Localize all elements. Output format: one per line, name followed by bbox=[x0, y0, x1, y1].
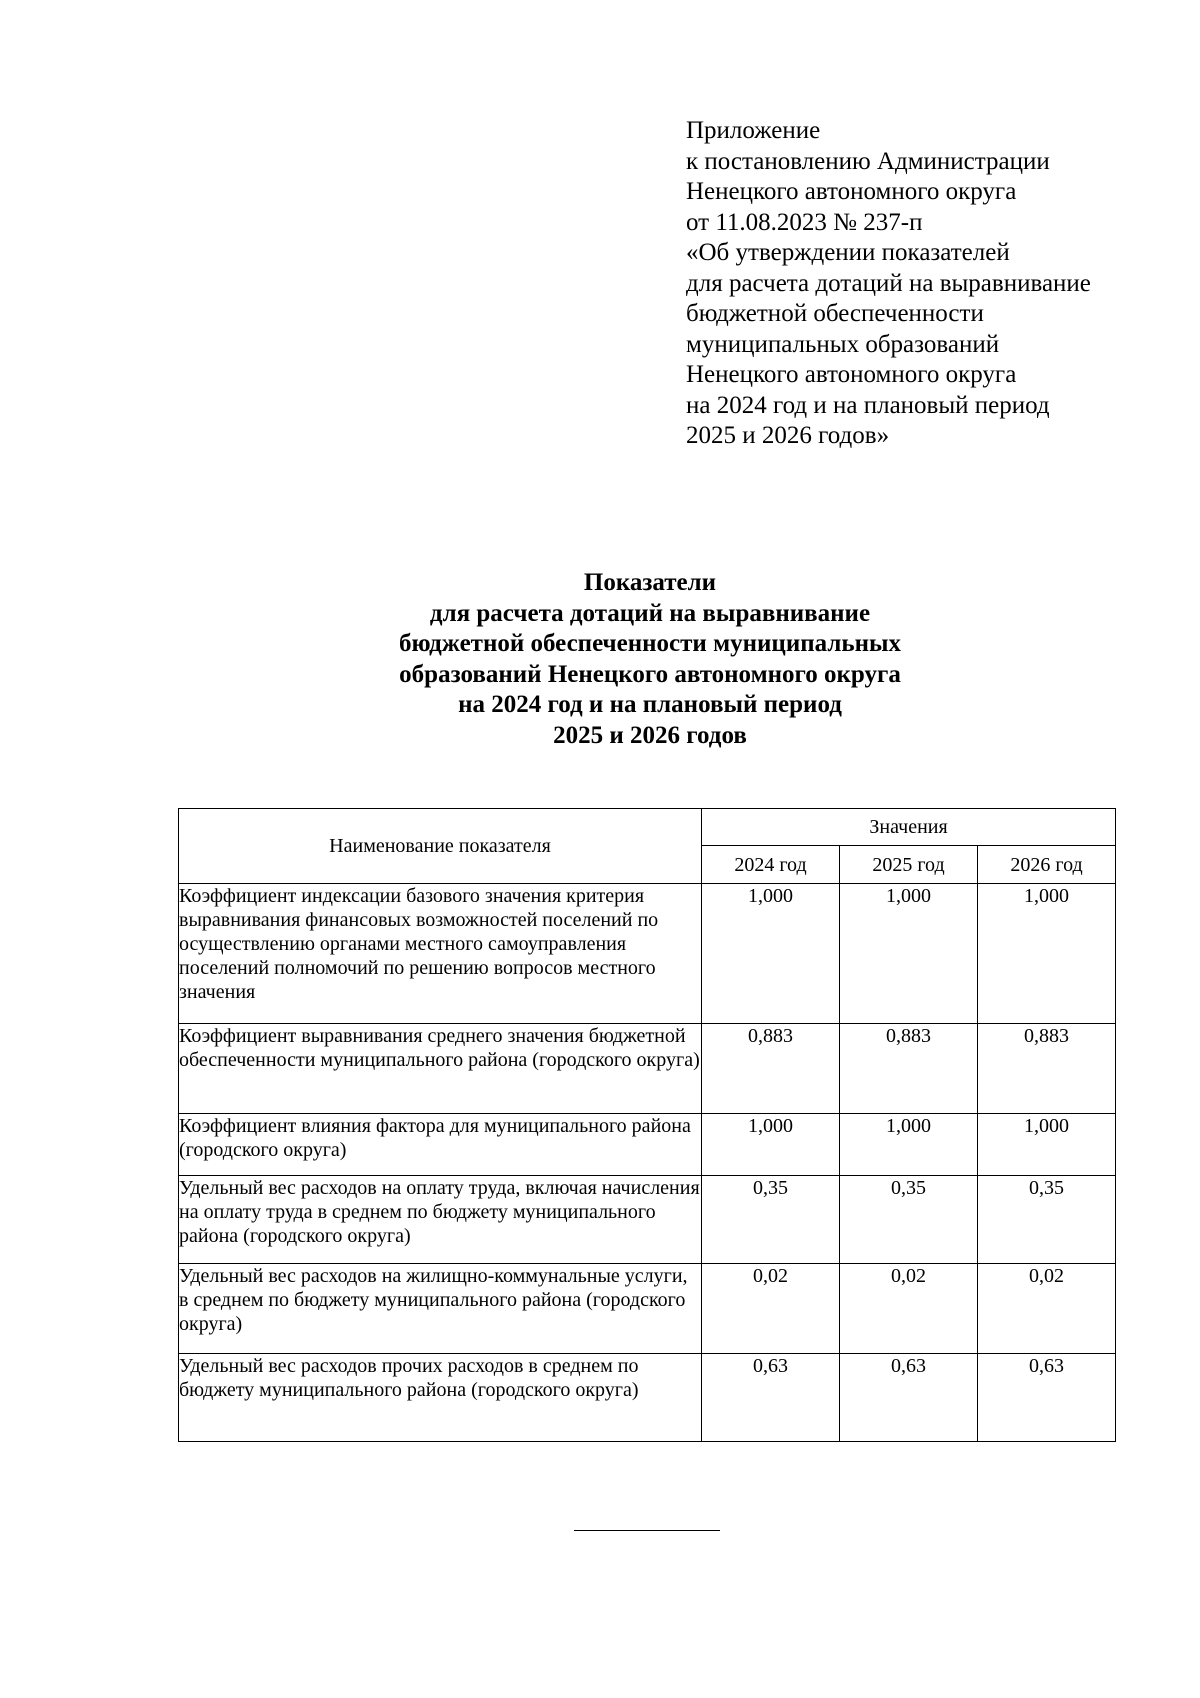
indicators-table bbox=[178, 808, 1116, 1442]
value-2026: 1,000 bbox=[978, 884, 1116, 1024]
value-2024: 0,883 bbox=[702, 1024, 840, 1114]
appendix-line: Приложение bbox=[686, 117, 821, 144]
table-row bbox=[179, 1264, 1116, 1354]
value-2026: 0,883 bbox=[978, 1024, 1116, 1114]
end-divider bbox=[574, 1530, 720, 1531]
appendix-line: к постановлению Администрации bbox=[686, 147, 1050, 175]
table-row bbox=[179, 1114, 1116, 1176]
value-2025: 1,000 bbox=[840, 884, 978, 1024]
indicator-name: Коэффициент индексации базового значения критерия выравнивания финансовых возможностей поселений по осуществлению органами местного самоуправления поселений полномочий по решению вопросов местного значения bbox=[179, 884, 702, 1024]
indicator-name: Удельный вес расходов на оплату труда, включая начисления на оплату труда в среднем по бюджету муниципального района (городского округа) bbox=[179, 1176, 702, 1264]
value-2025: 1,000 bbox=[840, 1114, 978, 1176]
value-2026: 0,02 bbox=[978, 1264, 1116, 1354]
title-line: на 2024 год и на плановый период bbox=[458, 691, 842, 718]
appendix-line: «Об утверждении показателей bbox=[686, 239, 1010, 266]
appendix-line: от 11.08.2023 № 237-п bbox=[686, 208, 923, 236]
appendix-line: на 2024 год и на плановый период bbox=[686, 391, 1050, 419]
value-2024: 0,63 bbox=[702, 1354, 840, 1442]
table-row bbox=[179, 884, 1116, 1024]
value-2025: 0,883 bbox=[840, 1024, 978, 1114]
appendix-line: для расчета дотаций на выравнивание bbox=[686, 269, 1091, 297]
header-indicator-name: Наименование показателя bbox=[179, 809, 702, 884]
appendix-line: муниципальных образований bbox=[686, 330, 1000, 358]
value-2024: 1,000 bbox=[702, 1114, 840, 1176]
value-2024: 1,000 bbox=[702, 884, 840, 1024]
appendix-line: Ненецкого автономного округа bbox=[686, 361, 1017, 388]
value-2026: 0,35 bbox=[978, 1176, 1116, 1264]
indicator-name: Удельный вес расходов прочих расходов в среднем по бюджету муниципального района (городского округа) bbox=[179, 1354, 702, 1442]
header-year-2026: 2026 год bbox=[978, 846, 1116, 884]
header-year-2025: 2025 год bbox=[840, 846, 978, 884]
title-line: 2025 и 2026 годов bbox=[553, 721, 747, 749]
header-values-group: Значения bbox=[702, 809, 1116, 846]
value-2025: 0,63 bbox=[840, 1354, 978, 1442]
header-year-2024: 2024 год bbox=[702, 846, 840, 884]
title-line: образований Ненецкого автономного округа bbox=[399, 660, 901, 688]
table-row bbox=[179, 1024, 1116, 1114]
title-line: Показатели bbox=[583, 569, 717, 596]
value-2025: 0,02 bbox=[840, 1264, 978, 1354]
indicator-name: Коэффициент выравнивания среднего значения бюджетной обеспеченности муниципального района (городского округа) bbox=[179, 1024, 702, 1114]
value-2025: 0,35 bbox=[840, 1176, 978, 1264]
table-row bbox=[179, 1176, 1116, 1264]
indicator-name: Удельный вес расходов на жилищно-коммунальные услуги, в среднем по бюджету муниципального района (городского округа) bbox=[179, 1264, 702, 1354]
value-2024: 0,02 bbox=[702, 1264, 840, 1354]
appendix-block bbox=[686, 116, 1091, 452]
appendix-line: Ненецкого автономного округа bbox=[686, 178, 1017, 205]
appendix-line: бюджетной обеспеченности bbox=[686, 300, 984, 327]
table-header-row bbox=[179, 809, 1116, 846]
appendix-line: 2025 и 2026 годов» bbox=[686, 422, 890, 449]
title-line: для расчета дотаций на выравнивание bbox=[429, 599, 871, 627]
value-2026: 1,000 bbox=[978, 1114, 1116, 1176]
value-2024: 0,35 bbox=[702, 1176, 840, 1264]
document-title bbox=[180, 568, 1120, 751]
value-2026: 0,63 bbox=[978, 1354, 1116, 1442]
title-line: бюджетной обеспеченности муниципальных bbox=[398, 630, 902, 657]
indicator-name: Коэффициент влияния фактора для муниципального района (городского округа) bbox=[179, 1114, 702, 1176]
table-row bbox=[179, 1354, 1116, 1442]
